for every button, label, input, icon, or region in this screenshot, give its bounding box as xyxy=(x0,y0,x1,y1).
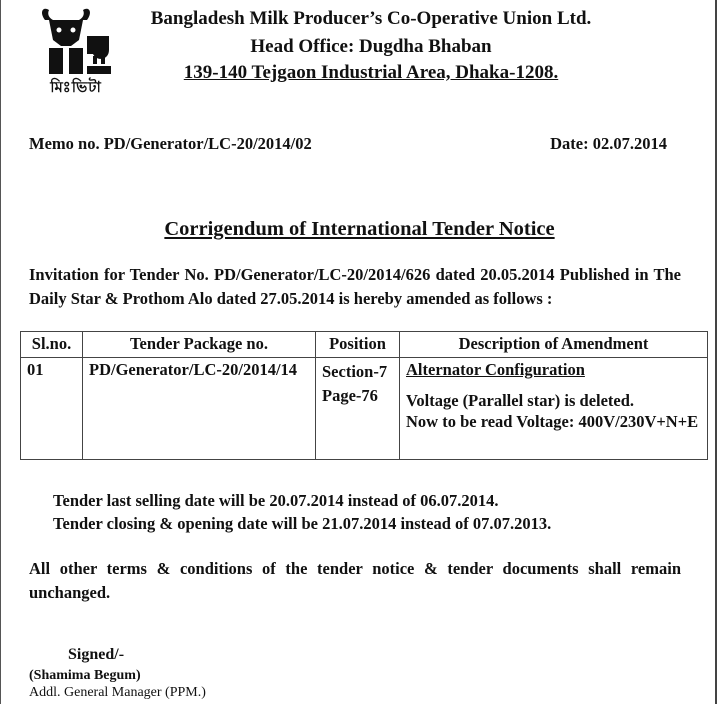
header-slno: Sl.no. xyxy=(21,332,83,358)
cell-package: PD/Generator/LC-20/2014/14 xyxy=(83,358,316,460)
signer-title: Addl. General Manager (PPM.) xyxy=(29,685,206,700)
signed-label: Signed/- xyxy=(68,646,125,663)
table-header-row xyxy=(21,332,708,358)
date-notes xyxy=(53,489,551,535)
cell-description xyxy=(400,358,708,460)
selling-date-note: Tender last selling date will be 20.07.2014 instead of 06.07.2014. xyxy=(53,491,499,510)
org-logo xyxy=(35,6,117,98)
header-position: Position xyxy=(316,332,400,358)
description-title: Alternator Configuration xyxy=(406,360,585,379)
terms-paragraph: All other terms & conditions of the tender notice & tender documents shall remain unchanged. xyxy=(29,559,681,602)
header-description: Description of Amendment xyxy=(400,332,708,358)
position-page: Page-76 xyxy=(322,386,378,405)
position-section: Section-7 xyxy=(322,362,388,381)
logo-text: মিঃভিটা xyxy=(50,78,102,96)
memo-date: Date: 02.07.2014 xyxy=(550,134,667,153)
table-row xyxy=(21,358,708,460)
header-package: Tender Package no. xyxy=(83,332,316,358)
signer-name: (Shamima Begum) xyxy=(29,668,141,683)
org-office: Head Office: Dugdha Bhaban xyxy=(250,36,492,57)
amendment-table xyxy=(20,331,708,460)
invitation-paragraph: Invitation for Tender No. PD/Generator/LC-20/2014/626 dated 20.05.2014 Published in The Daily Star & Prothom Alo dated 27.05.2014 is hereby amended as follows : xyxy=(29,265,681,308)
notice-title: Corrigendum of International Tender Notice xyxy=(164,218,555,240)
description-line-2: Now to be read Voltage: 400V/230V+N+E xyxy=(406,412,699,431)
description-line-1: Voltage (Parallel star) is deleted. xyxy=(406,391,635,410)
org-address: 139-140 Tejgaon Industrial Area, Dhaka-1208. xyxy=(183,62,559,83)
closing-date-note: Tender closing & opening date will be 21.07.2014 instead of 07.07.2013. xyxy=(53,514,552,533)
org-name: Bangladesh Milk Producer’s Co-Operative Union Ltd. xyxy=(150,8,592,29)
cell-slno: 01 xyxy=(21,358,83,460)
cow-icon xyxy=(35,6,117,76)
memo-number: Memo no. PD/Generator/LC-20/2014/02 xyxy=(29,134,312,153)
cell-position xyxy=(316,358,400,460)
